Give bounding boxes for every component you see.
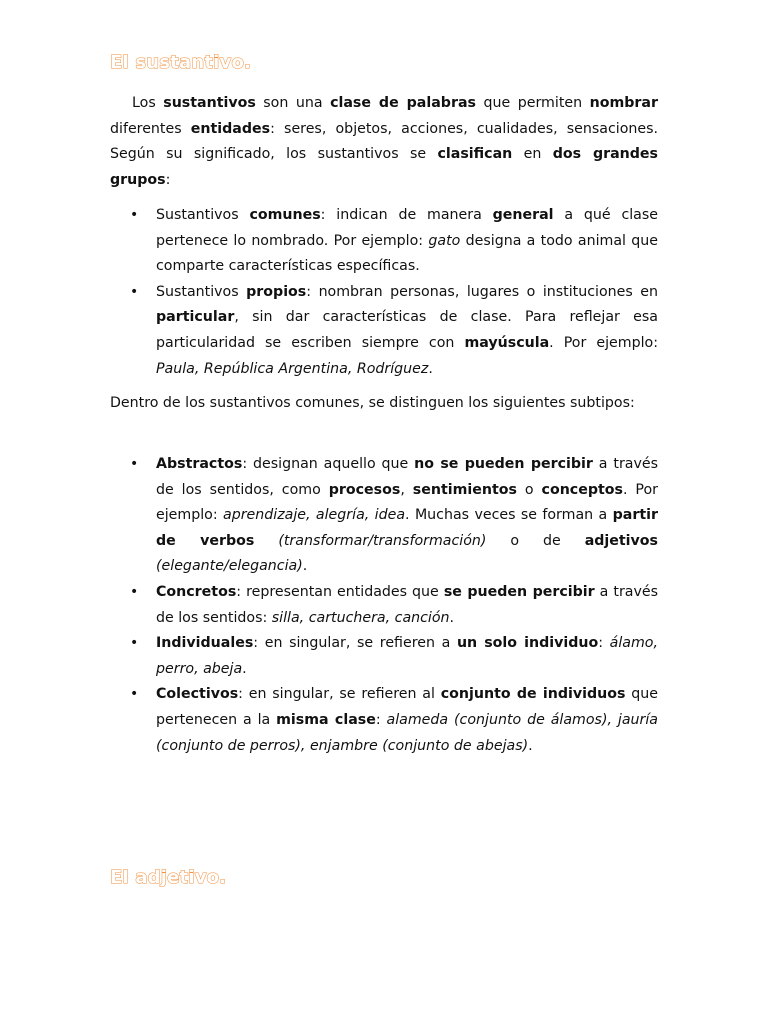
text-run: . xyxy=(302,558,308,575)
text-run: . xyxy=(528,737,533,754)
bullet-icon: • xyxy=(130,283,139,300)
text-run: : en singular, se refieren al xyxy=(238,686,441,703)
italic-text: gato xyxy=(428,232,461,249)
bold-text: Individuales xyxy=(156,635,254,652)
text-run: : en singular, se refieren a xyxy=(253,635,457,652)
subtypes-intro-paragraph xyxy=(110,391,658,417)
bold-text: Abstractos xyxy=(156,456,243,472)
text-run xyxy=(254,533,278,549)
list-item-abstractos xyxy=(110,452,658,580)
list-item-text xyxy=(156,284,658,377)
bold-text: clasifican xyxy=(437,146,513,163)
text-run: Sustantivos xyxy=(156,207,250,223)
bullet-icon: • xyxy=(130,635,139,652)
italic-text: álamo, perro, abeja xyxy=(156,635,658,677)
bold-text: sentimientos xyxy=(412,481,517,498)
list-item-text xyxy=(156,456,658,574)
text-run: son una xyxy=(255,95,331,111)
list-item-comunes xyxy=(110,203,658,280)
list-item-text xyxy=(156,635,658,677)
section-title-sustantivo: El sustantivo. xyxy=(110,52,252,73)
bold-text: nombrar xyxy=(589,95,658,111)
text-run: : xyxy=(165,171,171,188)
subtypes-list xyxy=(110,452,658,759)
text-run: : designan aquello que xyxy=(242,456,415,472)
list-item-individuales xyxy=(110,631,658,682)
groups-list xyxy=(110,203,658,382)
bullet-icon: • xyxy=(130,207,139,223)
text-run: , sin dar características de clase. Para reflejar esa particularidad se escriben siempre con xyxy=(156,309,658,351)
bold-text: no se pueden percibir xyxy=(414,456,593,472)
italic-text: (transformar/transformación) xyxy=(278,532,487,549)
bold-text: adjetivos xyxy=(584,532,658,549)
bold-text: comunes xyxy=(249,207,321,223)
bold-text: un solo individuo xyxy=(456,635,599,652)
bold-text: general xyxy=(492,207,554,223)
list-item-text xyxy=(156,584,658,626)
bold-text: procesos xyxy=(328,481,401,498)
text-run: Sustantivos xyxy=(156,283,247,300)
list-item-colectivos xyxy=(110,682,658,759)
bullet-icon: • xyxy=(130,456,139,472)
list-item-propios xyxy=(110,280,658,382)
text-run: a través de los sentidos: xyxy=(156,583,659,626)
bold-text: propios xyxy=(246,283,307,300)
text-run: diferentes xyxy=(110,120,191,137)
bullet-icon: • xyxy=(130,686,139,703)
bold-text: se pueden percibir xyxy=(443,583,595,600)
text-run: : indican de manera xyxy=(320,207,493,223)
bold-text: Concretos xyxy=(156,583,237,600)
bold-text: conjunto de individuos xyxy=(440,686,626,703)
text-run: designa a todo animal que comparte características específicas. xyxy=(156,232,658,275)
text-run: que permiten xyxy=(475,95,590,111)
bold-text: clase de palabras xyxy=(330,95,476,111)
bold-text: sustantivos xyxy=(163,95,256,111)
italic-text: silla, cartuchera, canción xyxy=(271,609,450,626)
text-run: : seres, objetos, acciones, cualidades, sensaciones. Según su significado, los sustantivos se xyxy=(110,120,659,163)
text-run: . xyxy=(242,660,247,677)
text-run: . Por ejemplo: xyxy=(156,481,658,524)
text-run: . xyxy=(428,360,433,377)
italic-text: alameda (conjunto de álamos), jauría (conjunto de perros), enjambre (conjunto de abejas) xyxy=(156,711,658,754)
text-run: o xyxy=(516,481,542,498)
text-run: : nombran personas, lugares o instituciones en xyxy=(306,283,658,300)
text-run: a qué clase pertenece lo nombrado. Por ejemplo: xyxy=(156,207,658,249)
text-run: en xyxy=(512,146,553,163)
bold-text: misma clase xyxy=(276,711,376,728)
bold-text: partir de verbos xyxy=(156,507,658,549)
text-run: Dentro de los sustantivos comunes, se distinguen los siguientes subtipos: xyxy=(110,395,635,411)
italic-text: Paula, República Argentina, Rodríguez xyxy=(156,360,429,377)
bold-text: particular xyxy=(156,309,235,326)
bold-text: mayúscula xyxy=(464,334,550,351)
text-run: : xyxy=(598,635,610,652)
bold-text: conceptos xyxy=(541,481,623,498)
section-title-adjetivo: El adjetivo. xyxy=(110,867,227,888)
text-run: . Por ejemplo: xyxy=(549,334,659,351)
text-run: , xyxy=(400,481,413,498)
text-run: : xyxy=(375,711,387,728)
italic-text: aprendizaje, alegría, idea xyxy=(223,507,406,524)
bold-text: entidades xyxy=(190,120,271,137)
bold-text: dos grandes grupos xyxy=(110,146,658,188)
text-run: o de xyxy=(486,532,585,549)
italic-text: (elegante/elegancia) xyxy=(156,558,303,575)
bullet-icon: • xyxy=(130,583,139,600)
list-item-text xyxy=(156,686,658,753)
intro-paragraph xyxy=(110,91,658,193)
text-run: . xyxy=(449,609,455,626)
text-run: que pertenecen a la xyxy=(156,686,658,728)
text-run: Los xyxy=(132,95,164,111)
text-run: : representan entidades que xyxy=(236,583,444,600)
bold-text: Colectivos xyxy=(156,686,239,703)
text-run: . Muchas veces se forman a xyxy=(405,507,613,524)
list-item-concretos xyxy=(110,580,658,631)
list-item-text xyxy=(156,207,658,274)
text-run: a través de los sentidos, como xyxy=(156,456,658,498)
